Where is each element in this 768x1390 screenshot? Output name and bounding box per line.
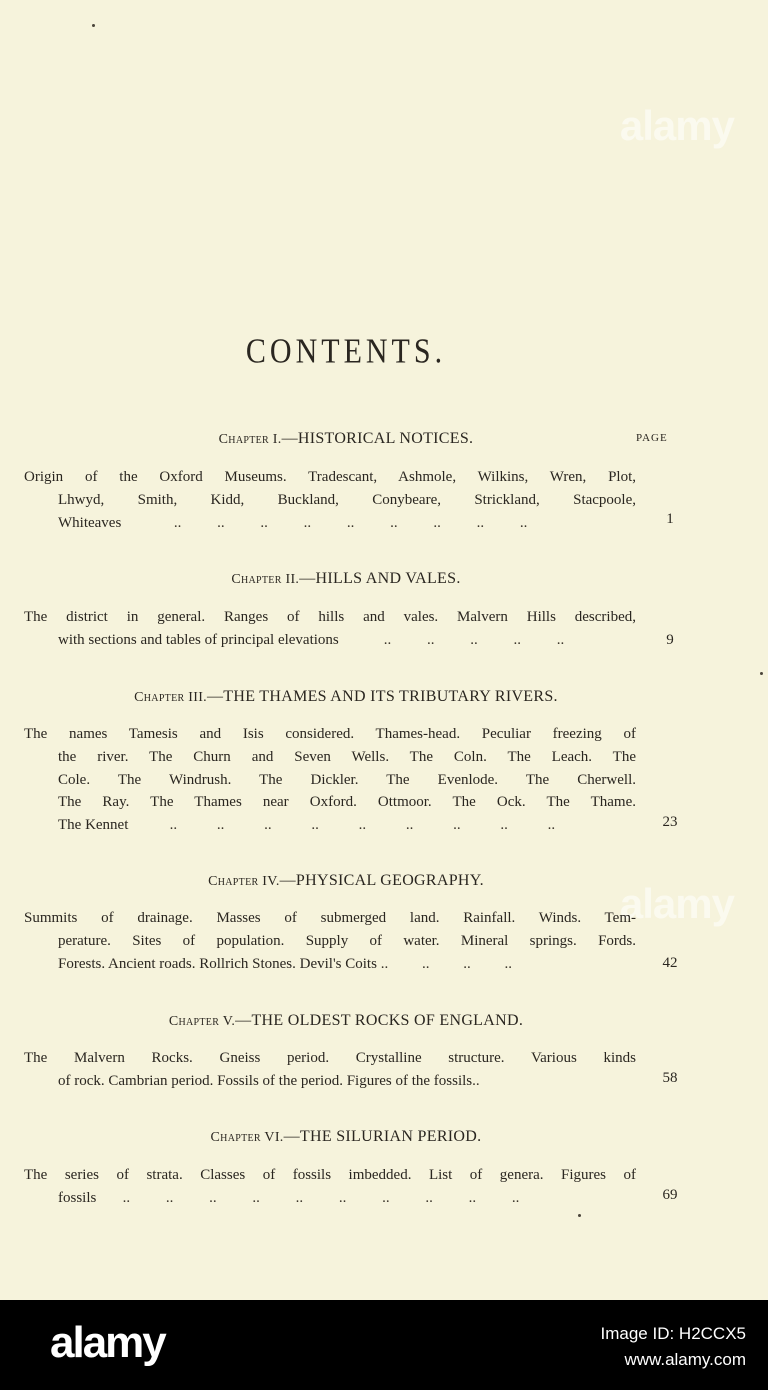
entry-line: perature. Sites of population. Supply of water. Mineral springs. Fords.: [58, 932, 636, 949]
chapter-label: Chapter I.: [218, 432, 282, 447]
chapter-heading: [0, 1012, 692, 1030]
chapter-entry: [24, 1164, 636, 1210]
image-id: Image ID: H2CCX5: [600, 1324, 746, 1343]
alamy-logo: alamy: [50, 1318, 165, 1367]
chapter-title: —THE THAMES AND ITS TRIBUTARY RIVERS.: [206, 688, 558, 705]
watermark: alamy: [619, 102, 734, 149]
leader-dots: ..: [472, 1072, 480, 1089]
chapter-title: —THE OLDEST ROCKS OF ENGLAND.: [235, 1012, 524, 1029]
chapter-heading: [0, 430, 692, 448]
entry-line: with sections and tables of principal elevations .. .. .. .. ..: [58, 631, 565, 648]
page-number: 69: [662, 1187, 678, 1203]
entry-line: The district in general. Ranges of hills and vales. Malvern Hills described,: [24, 609, 636, 625]
leader-dots: .. .. .. ..: [380, 955, 512, 972]
chapter-label: Chapter V.: [168, 1014, 236, 1029]
chapter-label: Chapter IV.: [208, 874, 280, 889]
site-url: www.alamy.com: [624, 1350, 746, 1369]
chapter-label: Chapter III.: [134, 690, 207, 705]
entry-line: The series of strata. Classes of fossils imbedded. List of genera. Figures of: [24, 1167, 636, 1183]
paper-speck: [760, 672, 763, 675]
chapter-heading: [0, 688, 692, 706]
entry-line: of rock. Cambrian period. Fossils of the period. Figures of the fossils..: [58, 1072, 480, 1089]
entry-line: The names Tamesis and Isis considered. Thames-head. Peculiar freezing of: [24, 726, 636, 742]
chapter-entry: [24, 907, 636, 975]
stock-footer-bar: [0, 1300, 768, 1390]
chapter-label: Chapter VI.: [210, 1130, 284, 1145]
entry-line: Origin of the Oxford Museums. Tradescant, Ashmole, Wilkins, Wren, Plot,: [24, 469, 636, 485]
page-number: 23: [662, 814, 678, 830]
entry-line: Whiteaves .. .. .. .. .. .. .. .. ..: [58, 514, 528, 531]
chapter-title: —PHYSICAL GEOGRAPHY.: [279, 872, 484, 889]
entry-line: The Ray. The Thames near Oxford. Ottmoor. The Ock. The Thame.: [58, 794, 636, 811]
page-number: 42: [662, 955, 678, 971]
chapter-title: —THE SILURIAN PERIOD.: [283, 1128, 482, 1145]
page-column-label: PAGE: [636, 432, 668, 444]
chapter-heading: [0, 570, 692, 588]
watermark: alamy: [619, 880, 734, 927]
chapter-heading: [0, 872, 692, 890]
entry-line: Forests. Ancient roads. Rollrich Stones. Devil's Coits .. .. .. ..: [58, 955, 512, 972]
page-number: 1: [666, 511, 674, 527]
chapter-heading: [0, 1128, 692, 1146]
chapter-label: Chapter II.: [231, 572, 300, 587]
chapter-entry: [24, 1047, 636, 1093]
chapter-entry: [24, 466, 636, 534]
page-number: 58: [662, 1070, 678, 1086]
paper-speck: [578, 1214, 581, 1217]
entry-line: Summits of drainage. Masses of submerged land. Rainfall. Winds. Tem-: [24, 910, 636, 926]
page-number: 9: [666, 632, 674, 648]
leader-dots: .. .. .. .. .. .. .. .. .. ..: [122, 1189, 520, 1206]
leader-dots: .. .. .. .. ..: [383, 631, 565, 648]
paper-speck: [92, 24, 95, 27]
entry-line: the river. The Churn and Seven Wells. The Coln. The Leach. The: [58, 748, 636, 765]
leader-dots: .. .. .. .. .. .. .. .. ..: [169, 817, 556, 834]
entry-line: The Kennet .. .. .. .. .. .. .. .. ..: [58, 817, 556, 834]
entry-line: The Malvern Rocks. Gneiss period. Crystalline structure. Various kinds: [24, 1050, 636, 1066]
chapter-title: —HILLS AND VALES.: [299, 570, 461, 587]
entry-line: Cole. The Windrush. The Dickler. The Evenlode. The Cherwell.: [58, 771, 636, 788]
chapter-entry: [24, 723, 636, 837]
entry-line: Lhwyd, Smith, Kidd, Buckland, Conybeare, Strickland, Stacpoole,: [58, 491, 636, 508]
entry-line: fossils .. .. .. .. .. .. .. .. .. ..: [58, 1189, 520, 1206]
leader-dots: .. .. .. .. .. .. .. .. ..: [173, 514, 528, 531]
chapter-entry: [24, 606, 636, 652]
chapter-title: —HISTORICAL NOTICES.: [281, 430, 474, 447]
page-title: CONTENTS.: [245, 332, 447, 371]
